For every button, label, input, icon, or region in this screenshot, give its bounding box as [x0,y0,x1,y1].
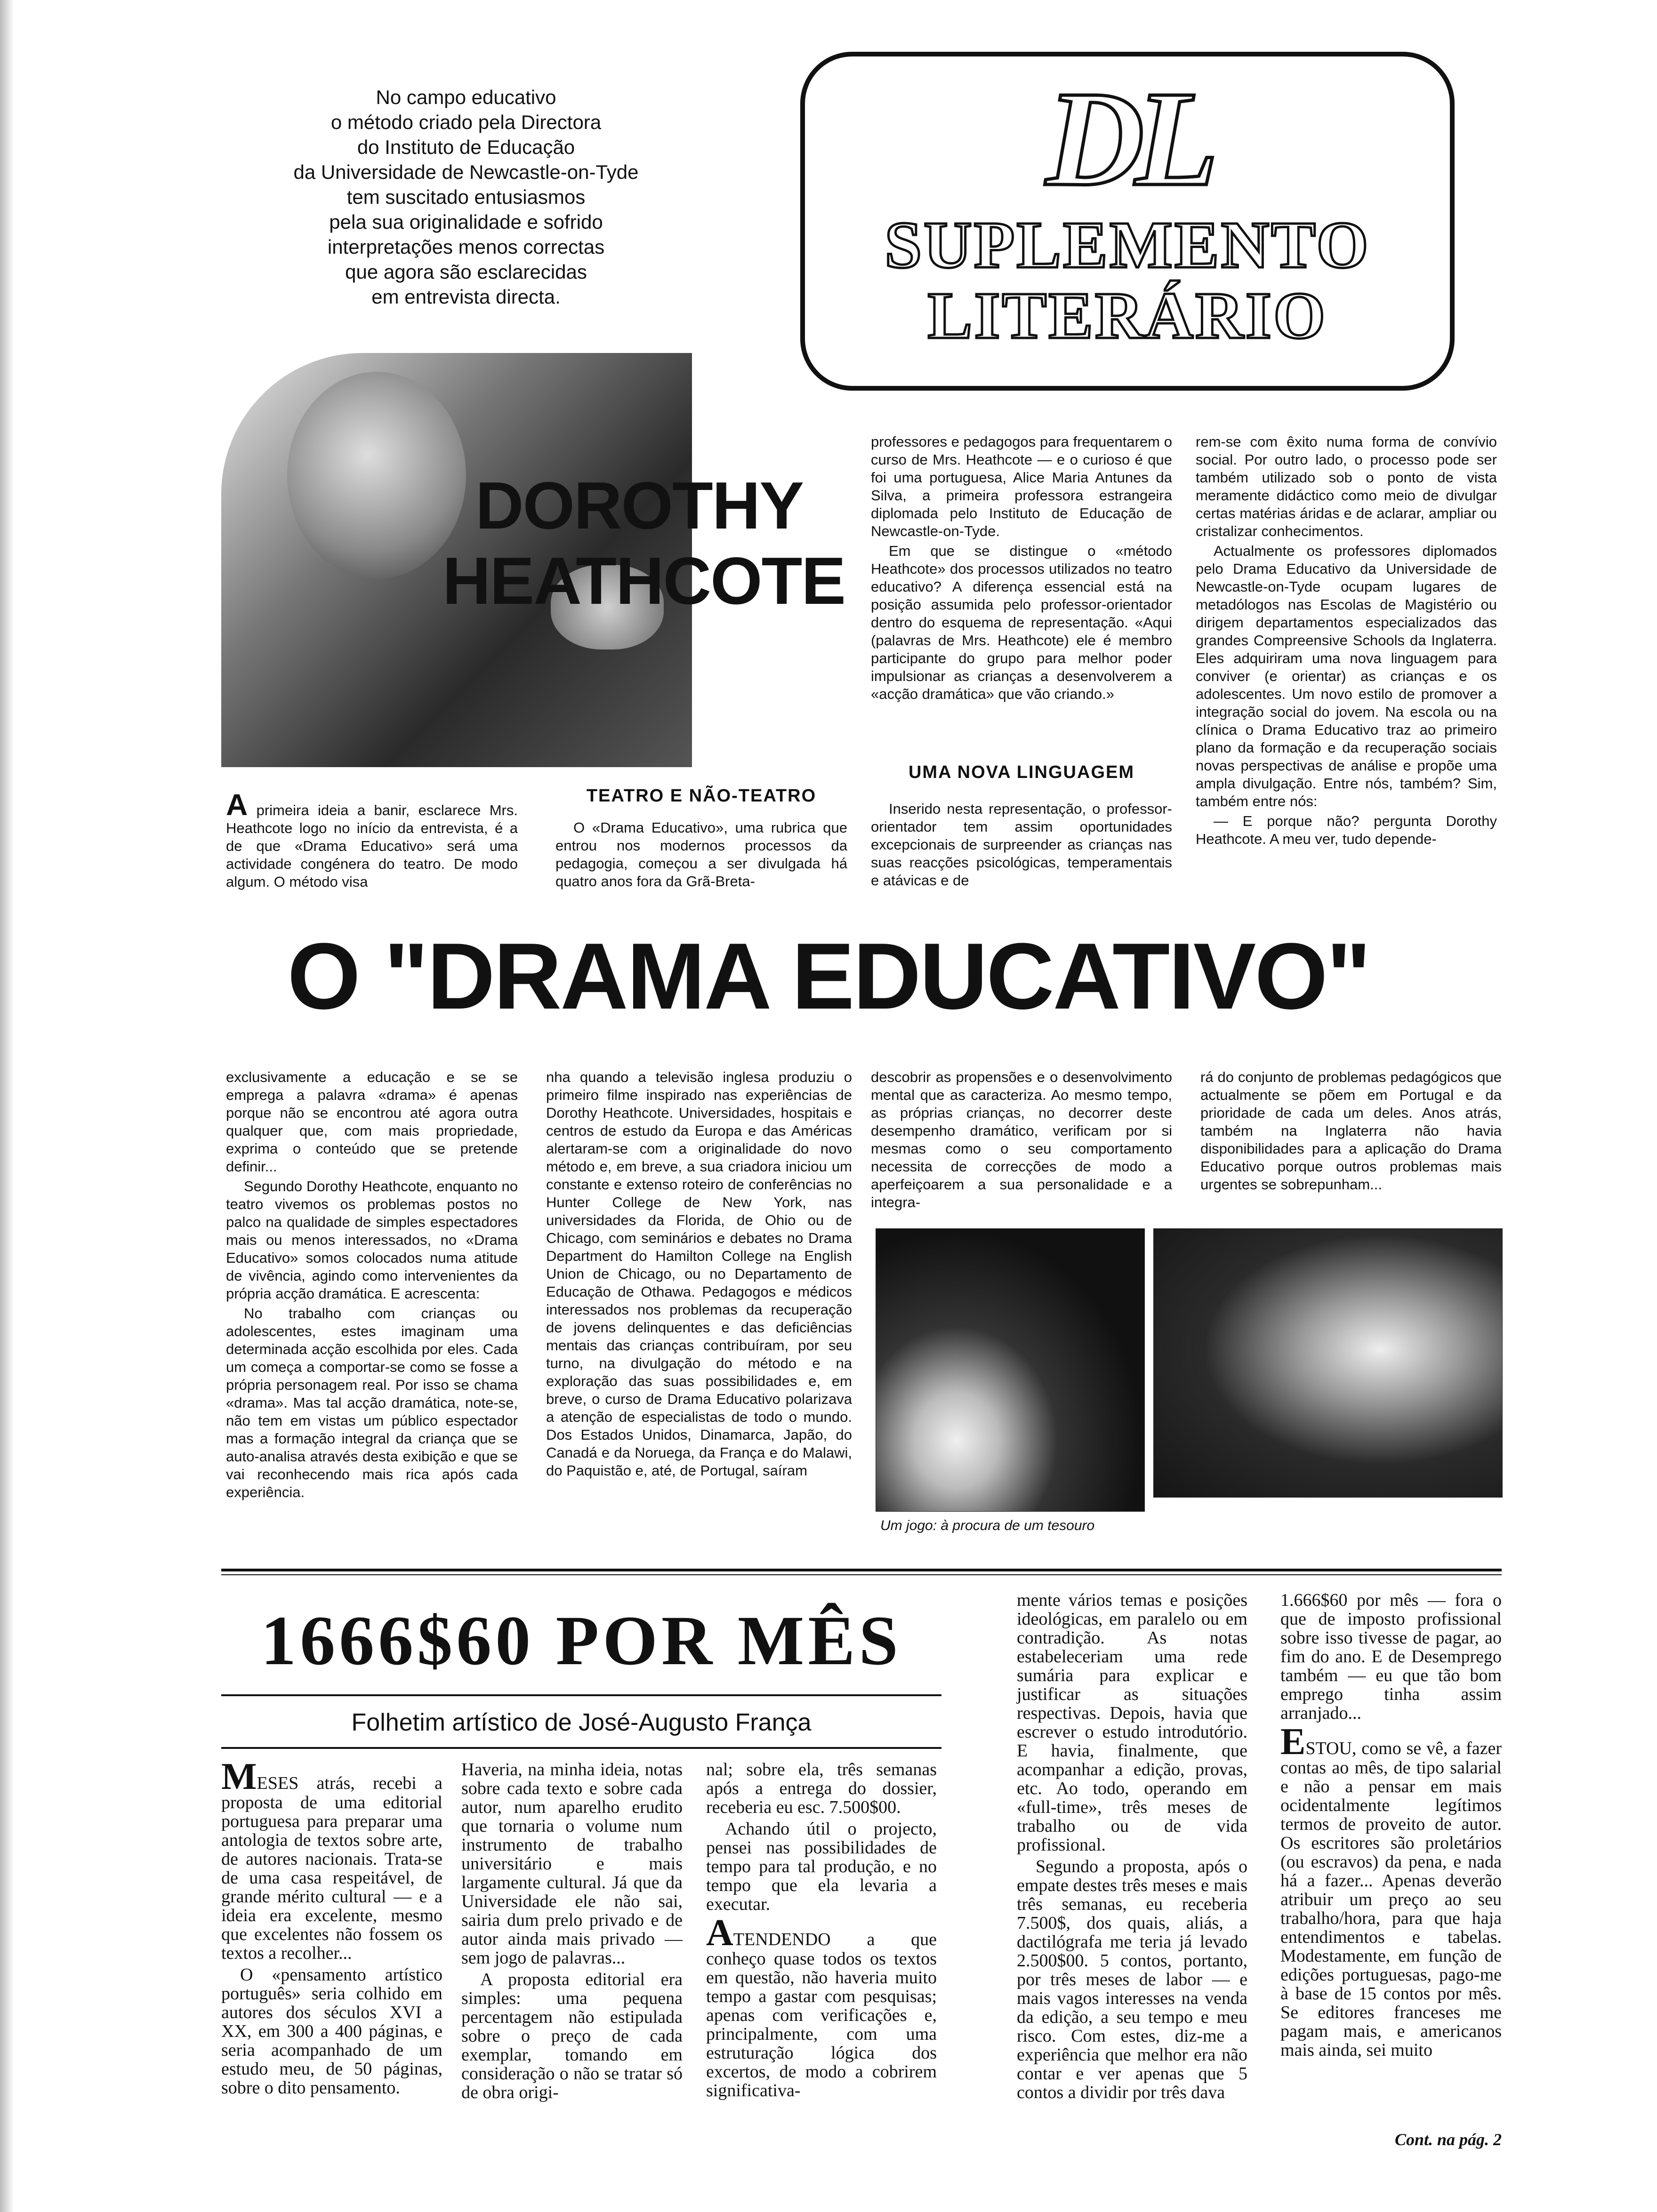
article2-col5: 1.666$60 por mês — fora o que de imposto profissional sobre isso tivesse de pagar, ao fim do ano. E de Desemprego também — eu que tão bom emprego tinha assim arranjado... ESTOU, como se vê, a fazer contas ao mês, de tipo salarial e não a pensar em mais ocidentalmente legítimos termos de proveito de autor. Os escritores são proletários (ou escravos) da pena, e nada há a fazer... Apenas deverão atribuir um preço ao seu trabalho/hora, para que haja entendimentos e tabelas. Modestamente, em função de edições portuguesas, pago-me à base de 15 contos por mês. Se editores franceses me pagam mais, e americanos mais ainda, sei muito [1280,1590,1502,2060]
byline-rule-top [221,1694,941,1696]
article1-col4-bottom-row: rá do conjunto de problemas pedagógicos que actualmente se põem em Portugal e da prioridade de cada um deles. Anos atrás, também na Inglaterra não havia disponibilidades para a aplicação do Drama Educativo porque outros problemas mais urgentes se sobrepunham... [1200,1069,1502,1193]
intro-line: do Instituto de Educação [357,136,575,158]
logo-line-literario: LITERÁRIO [927,278,1327,353]
article1-col2-top: O «Drama Educativo», uma rubrica que entrou nos modernos processos da pedagogia, começou a ser divulgada há quatro anos fora da Grã-Breta- [555,819,847,890]
drama-educativo-headline: O "DRAMA EDUCATIVO" [287,924,1370,1029]
intro-line: da Universidade de Newcastle-on-Tyde [293,161,639,183]
photo-children-table [1153,1228,1503,1498]
photo-caption: Um jogo: à procura de um tesouro [880,1518,1095,1533]
intro-line: o método criado pela Directora [330,111,602,133]
intro-line: que agora são esclarecidas [345,261,587,283]
page-edge-shadow [0,0,14,2212]
article2-col3: nal; sobre ela, três semanas após a entrega do dossier, receberia eu esc. 7.500$00. Achando útil o projecto, pensei nas possibilidades de tempo para tal produção, e no tempo que ela levaria a executar. ATENDENDO a que conheço quase todos os textos em questão, não haveria muito tempo a gastar com pesquisas; apenas com verificações e, principalmente, com uma estruturação lógica dos excertos, de modo a cobrirem significativa- [706,1760,937,2100]
name-line-heathcote: HEATHCOTE [442,544,845,618]
section-divider-thin [221,1574,1502,1575]
article2-col4: mente vários temas e posições ideológicas, em paralelo ou em contradição. As notas estabeleceriam uma rede sumária para explicar e justificar as situações respectivas. Depois, havia que escrever o estudo introdutório. E havia, finalmente, que acompanhar a edição, provas, etc. Ao todo, operando em «full-time», três meses de trabalho ou de vida profissional. Segundo a proposta, após o empate destes três meses e mais três semanas, eu receberia 7.500$, dos quais, aliás, a dactilógrafa me teria já levado 2.500$00. 5 contos, portanto, por três meses de labor — e mais vagos interesses na venda da edição, a seu tempo e meu risco. Com estes, diz-me a experiência que melhor era não contar e ver apenas que 5 contos a dividir por três dava [1017,1590,1247,2102]
article1-col3-bottom: Inserido nesta representação, o professor-orientador tem assim oportunidades excepcionais de surpreender as crianças nas suas reacções psicológicas, temperamentais e atávicas e de [871,801,1172,889]
suplemento-literario-logo [800,52,1455,391]
photo-child-game [876,1228,1145,1512]
subhead-linguagem: UMA NOVA LINGUAGEM [908,762,1134,782]
dl-logo-letters: DL [1046,63,1209,214]
section-divider [221,1569,1502,1571]
continued-on-page: Cont. na pág. 2 [1394,2130,1502,2149]
intro-line: tem suscitado entusiasmos [346,186,586,208]
article2-col1: MESES atrás, recebi a proposta de uma editorial portuguesa para preparar uma antologia de textos sobre arte, de autores nacionais. Trata-se de uma casa respeitável, de grande mérito cultural — e a ideia era excelente, mesmo que excelentes não fossem os textos a recolher... O «pensamento artístico português» seria colhido em autores dos séculos XVI a XX, em 300 a 400 páginas, e seria acompanhado de um estudo meu, de 50 páginas, sobre o dito pensamento. [221,1756,442,2098]
intro-line: No campo educativo [376,86,556,108]
drop-cap-e: E [1280,1721,1306,1763]
subhead-teatro: TEATRO E NÃO-TEATRO [586,786,817,806]
intro-line: em entrevista directa. [371,286,561,308]
logo-line-suplemento: SUPLEMENTO [885,208,1370,282]
price-headline: 1666$60 POR MÊS [261,1602,902,1680]
byline-rule-bottom [221,1747,941,1749]
intro-line: interpretações menos correctas [327,236,605,258]
article1-col1-top: A primeira ideia a banir, esclarece Mrs. Heathcote logo no início da entrevista, é a de que «Drama Educativo» será uma actividade congénera do teatro. De modo algum. O método visa [226,788,518,890]
intro-blurb [202,85,730,309]
portrait-head [287,372,466,579]
name-line-dorothy: DOROTHY [475,468,803,543]
drop-cap-m: M [221,1756,257,1797]
article1-col2-bottom: nha quando a televisão inglesa produziu o primeiro filme inspirado nas experiências de Dorothy Heathcote. Universidades, hospitais e centros de estudo da Europa e das Américas alertaram-se com a originalidade do novo método e, em breve, a sua criadora iniciou um constante e extenso roteiro de conferências no Hunter College de New York, nas universidades da Florida, de Ohio ou de Chicago, com seminários e debates no Drama Department do Hamilton College na English Union de Chicago, ou no Departamento de Educação de Othawa. Pedagogos e médicos interessados nos problemas da recuperação de jovens delinquentes e das deficiências mentais das crianças contribuíram, por seu turno, na divulgação do método e na exploração das suas possibilidades e, em breve, o curso de Drama Educativo polarizava a atenção de especialistas de todo o mundo. Dos Estados Unidos, Dinamarca, Japão, do Canadá e da Noruega, da França e do Malawi, do Paquistão e, até, de Portugal, saíram [546,1069,852,1479]
article1-col3-bottom-row: descobrir as propensões e o desenvolvimento mental que as caracteriza. Ao mesmo tempo, as próprias crianças, no decorrer deste desempenho dramático, verificam por si mesmas como o seu comportamento necessita de correcções de modo a aperfeiçoarem a sua personalidade e a integra- [871,1069,1172,1210]
article1-col4-top: rem-se com êxito numa forma de convívio social. Por outro lado, o processo pode ser também utilizado sob o ponto de vista meramente didáctico como meio de divulgar certas matérias áridas e de aclarar, ampliar ou cristalizar conhecimentos. Actualmente os professores diplomados pelo Drama Educativo da Universidade de Newcastle-on-Tyde ocupam lugares de metadólogos nas Escolas de Magistério ou dirigem departamentos especializados das grandes Compreensive Schools da Inglaterra. Eles adquiriram uma nova linguagem para conviver (e orientar) as crianças e os adolescentes. Um novo estilo de promover a integração social do jovem. Na escola ou na clínica o Drama Educativo traz ao primeiro plano da formação e da recuperação sociais novas perspectivas de análise e propõe uma ampla divulgação. Entre nós, também? Sim, também entre nós: — E porque não? pergunta Dorothy Heathcote. A meu ver, tudo depende- [1196,433,1497,847]
article1-col1-bottom: exclusivamente a educação e se se emprega a palavra «drama» é apenas porque não se encontrou até agora outra qualquer que, com mais propriedade, exprima o conteúdo que se pretende definir... Segundo Dorothy Heathcote, enquanto no teatro vivemos os problemas postos no palco na qualidade de simples espectadores mais ou menos interessados, no «Drama Educativo» somos colocados numa atitude de vivência, agindo como intervenientes da própria acção dramática. E acrescenta: No trabalho com crianças ou adolescentes, estes imaginam uma determinada acção escolhida por eles. Cada um começa a comportar-se como se fosse a própria personagem real. Por isso se chama «drama». Mas tal acção dramática, note-se, não tem em vistas um público espectador mas a formação integral da criança que se auto-analisa através desta exibição e que se vai reconhecendo mais rica após cada experiência. [226,1069,518,1500]
drop-cap-a2: A [706,1912,733,1954]
intro-line: pela sua originalidade e sofrido [329,211,603,233]
article2-col2: Haveria, na minha ideia, notas sobre cada texto e sobre cada autor, num aparelho erudito que tornaria o volume num instrumento de trabalho universitário e mais largamente cultural. Já que da Universidade ele não sai, sairia dum prelo privado e de autor ainda mais privado — sem jogo de palavras... A proposta editorial era simples: uma pequena percentagem não estipulada sobre o preço de cada exemplar, tomando em consideração o não se tratar só de obra origi- [461,1760,683,2102]
drop-cap-a: A [226,788,248,822]
byline: Folhetim artístico de José-Augusto França [351,1709,812,1736]
article1-col3-top: professores e pedagogos para frequentarem o curso de Mrs. Heathcote — e o curioso é que foi uma portuguesa, Alice Maria Antunes da Silva, a primeira professora estrangeira diplomada pelo Instituto de Educação de Newcastle-on-Tyde. Em que se distingue o «método Heathcote» dos processos utilizados no teatro educativo? A diferença essencial está na posição assumida pelo professor-orientador dentro do esquema de representação. «Aqui (palavras de Mrs. Heathcote) ele é membro participante do grupo para melhor poder impulsionar as crianças a desenvolverem a «acção dramática» que vão criando.» [871,433,1172,702]
